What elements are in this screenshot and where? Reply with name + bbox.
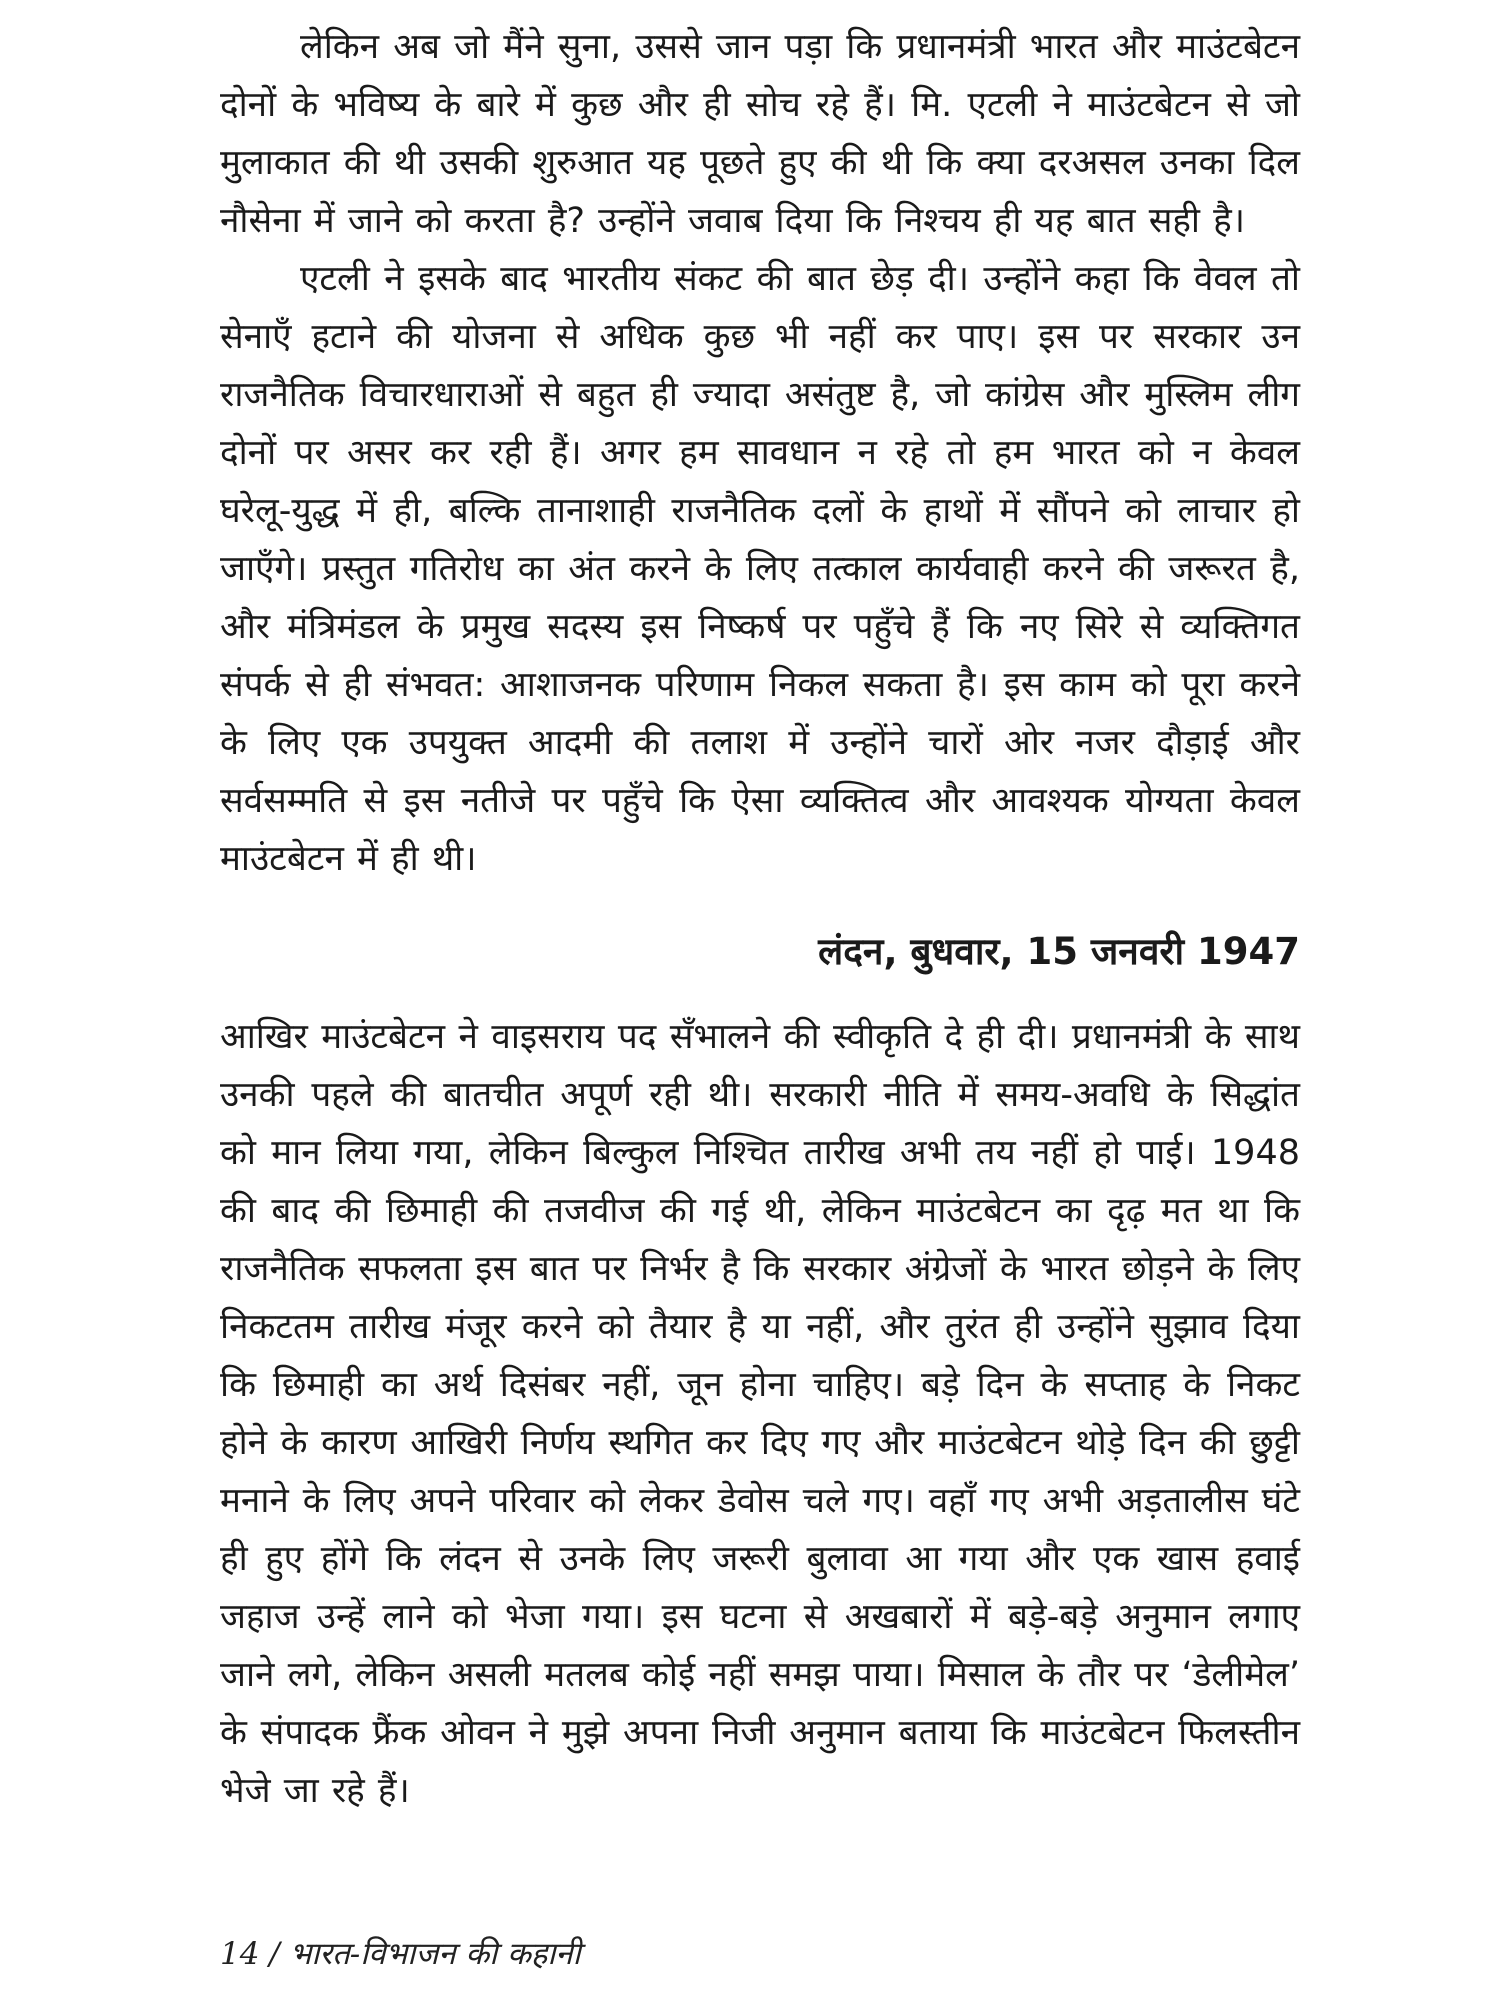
paragraph-indian-crisis: एटली ने इसके बाद भारतीय संकट की बात छेड़ दी। उन्होंने कहा कि वेवल तो सेनाएँ हटाने की योजना से अधिक कुछ भी नहीं कर पाए। इस पर सरकार उन राजनैतिक विचारधाराओं से बहुत ही ज्यादा असंतुष्ट है, जो कांग्रेस और मुस्लिम लीग दोनों पर असर कर रही हैं। अगर हम सावधान न रहे तो हम भारत को न केवल घरेलू-युद्ध में ही, बल्कि तानाशाही राजनैतिक दलों के हाथों में सौंपने को लाचार हो जाएँगे। प्रस्तुत गतिरोध का अंत करने के लिए तत्काल कार्यवाही करने की जरूरत है, और मंत्रिमंडल के प्रमुख सदस्य इस निष्कर्ष पर पहुँचे हैं कि नए सिरे से व्यक्तिगत संपर्क से ही संभवत: आशाजनक परिणाम निकल सकता है। इस काम को पूरा करने के लिए एक उपयुक्त आदमी की तलाश में उन्होंने चारों ओर नजर दौड़ाई और सर्वसम्मति से इस नतीजे पर पहुँचे कि ऐसा व्यक्तित्व और आवश्यक योग्यता केवल माउंटबेटन में ही थी। [220,259,1300,879]
paragraph-viceroy-acceptance: आखिर माउंटबेटन ने वाइसराय पद सँभालने की स्वीकृति दे ही दी। प्रधानमंत्री के साथ उनकी पहले की बातचीत अपूर्ण रही थी। सरकारी नीति में समय-अवधि के सिद्धांत को मान लिया गया, लेकिन बिल्कुल निश्चित तारीख अभी तय नहीं हो पाई। 1948 की बाद की छिमाही की तजवीज की गई थी, लेकिन माउंटबेटन का दृढ़ मत था कि राजनैतिक सफलता इस बात पर निर्भर है कि सरकार अंग्रेजों के भारत छोड़ने के लिए निकटतम तारीख मंजूर करने को तैयार है या नहीं, और तुरंत ही उन्होंने सुझाव दिया कि छिमाही का अर्थ दिसंबर नहीं, जून होना चाहिए। बड़े दिन के सप्ताह के निकट होने के कारण आखिरी निर्णय स्थगित कर दिए गए और माउंटबेटन थोड़े दिन की छुट्टी मनाने के लिए अपने परिवार को लेकर डेवोस चले गए। वहाँ गए अभी अड़तालीस घंटे ही हुए होंगे कि लंदन से उनके लिए जरूरी बुलावा आ गया और एक खास हवाई जहाज उन्हें लाने को भेजा गया। इस घटना से अखबारों में बड़े-बड़े अनुमान लगाए जाने लगे, लेकिन असली मतलब कोई नहीं समझ पाया। मिसाल के तौर पर ‘डेलीमेल’ के संपादक फ्रैंक ओवन ने मुझे अपना निजी अनुमान बताया कि माउंटबेटन फिलस्तीन भेजे जा रहे हैं। [220,1017,1300,1811]
book-page [220,18,1300,1820]
page-footer: 14 / भारत-विभाजन की कहानी [220,1936,581,1972]
diary-dateline: लंदन, बुधवार, 15 जनवरी 1947 [818,930,1300,973]
paragraph-attlee-meeting: लेकिन अब जो मैंने सुना, उससे जान पड़ा कि प्रधानमंत्री भारत और माउंटबेटन दोनों के भविष्य के बारे में कुछ और ही सोच रहे हैं। मि. एटली ने माउंटबेटन से जो मुलाकात की थी उसकी शुरुआत यह पूछते हुए की थी कि क्या दरअसल उनका दिल नौसेना में जाने को करता है? उन्होंने जवाब दिया कि निश्चय ही यह बात सही है। [220,27,1300,241]
